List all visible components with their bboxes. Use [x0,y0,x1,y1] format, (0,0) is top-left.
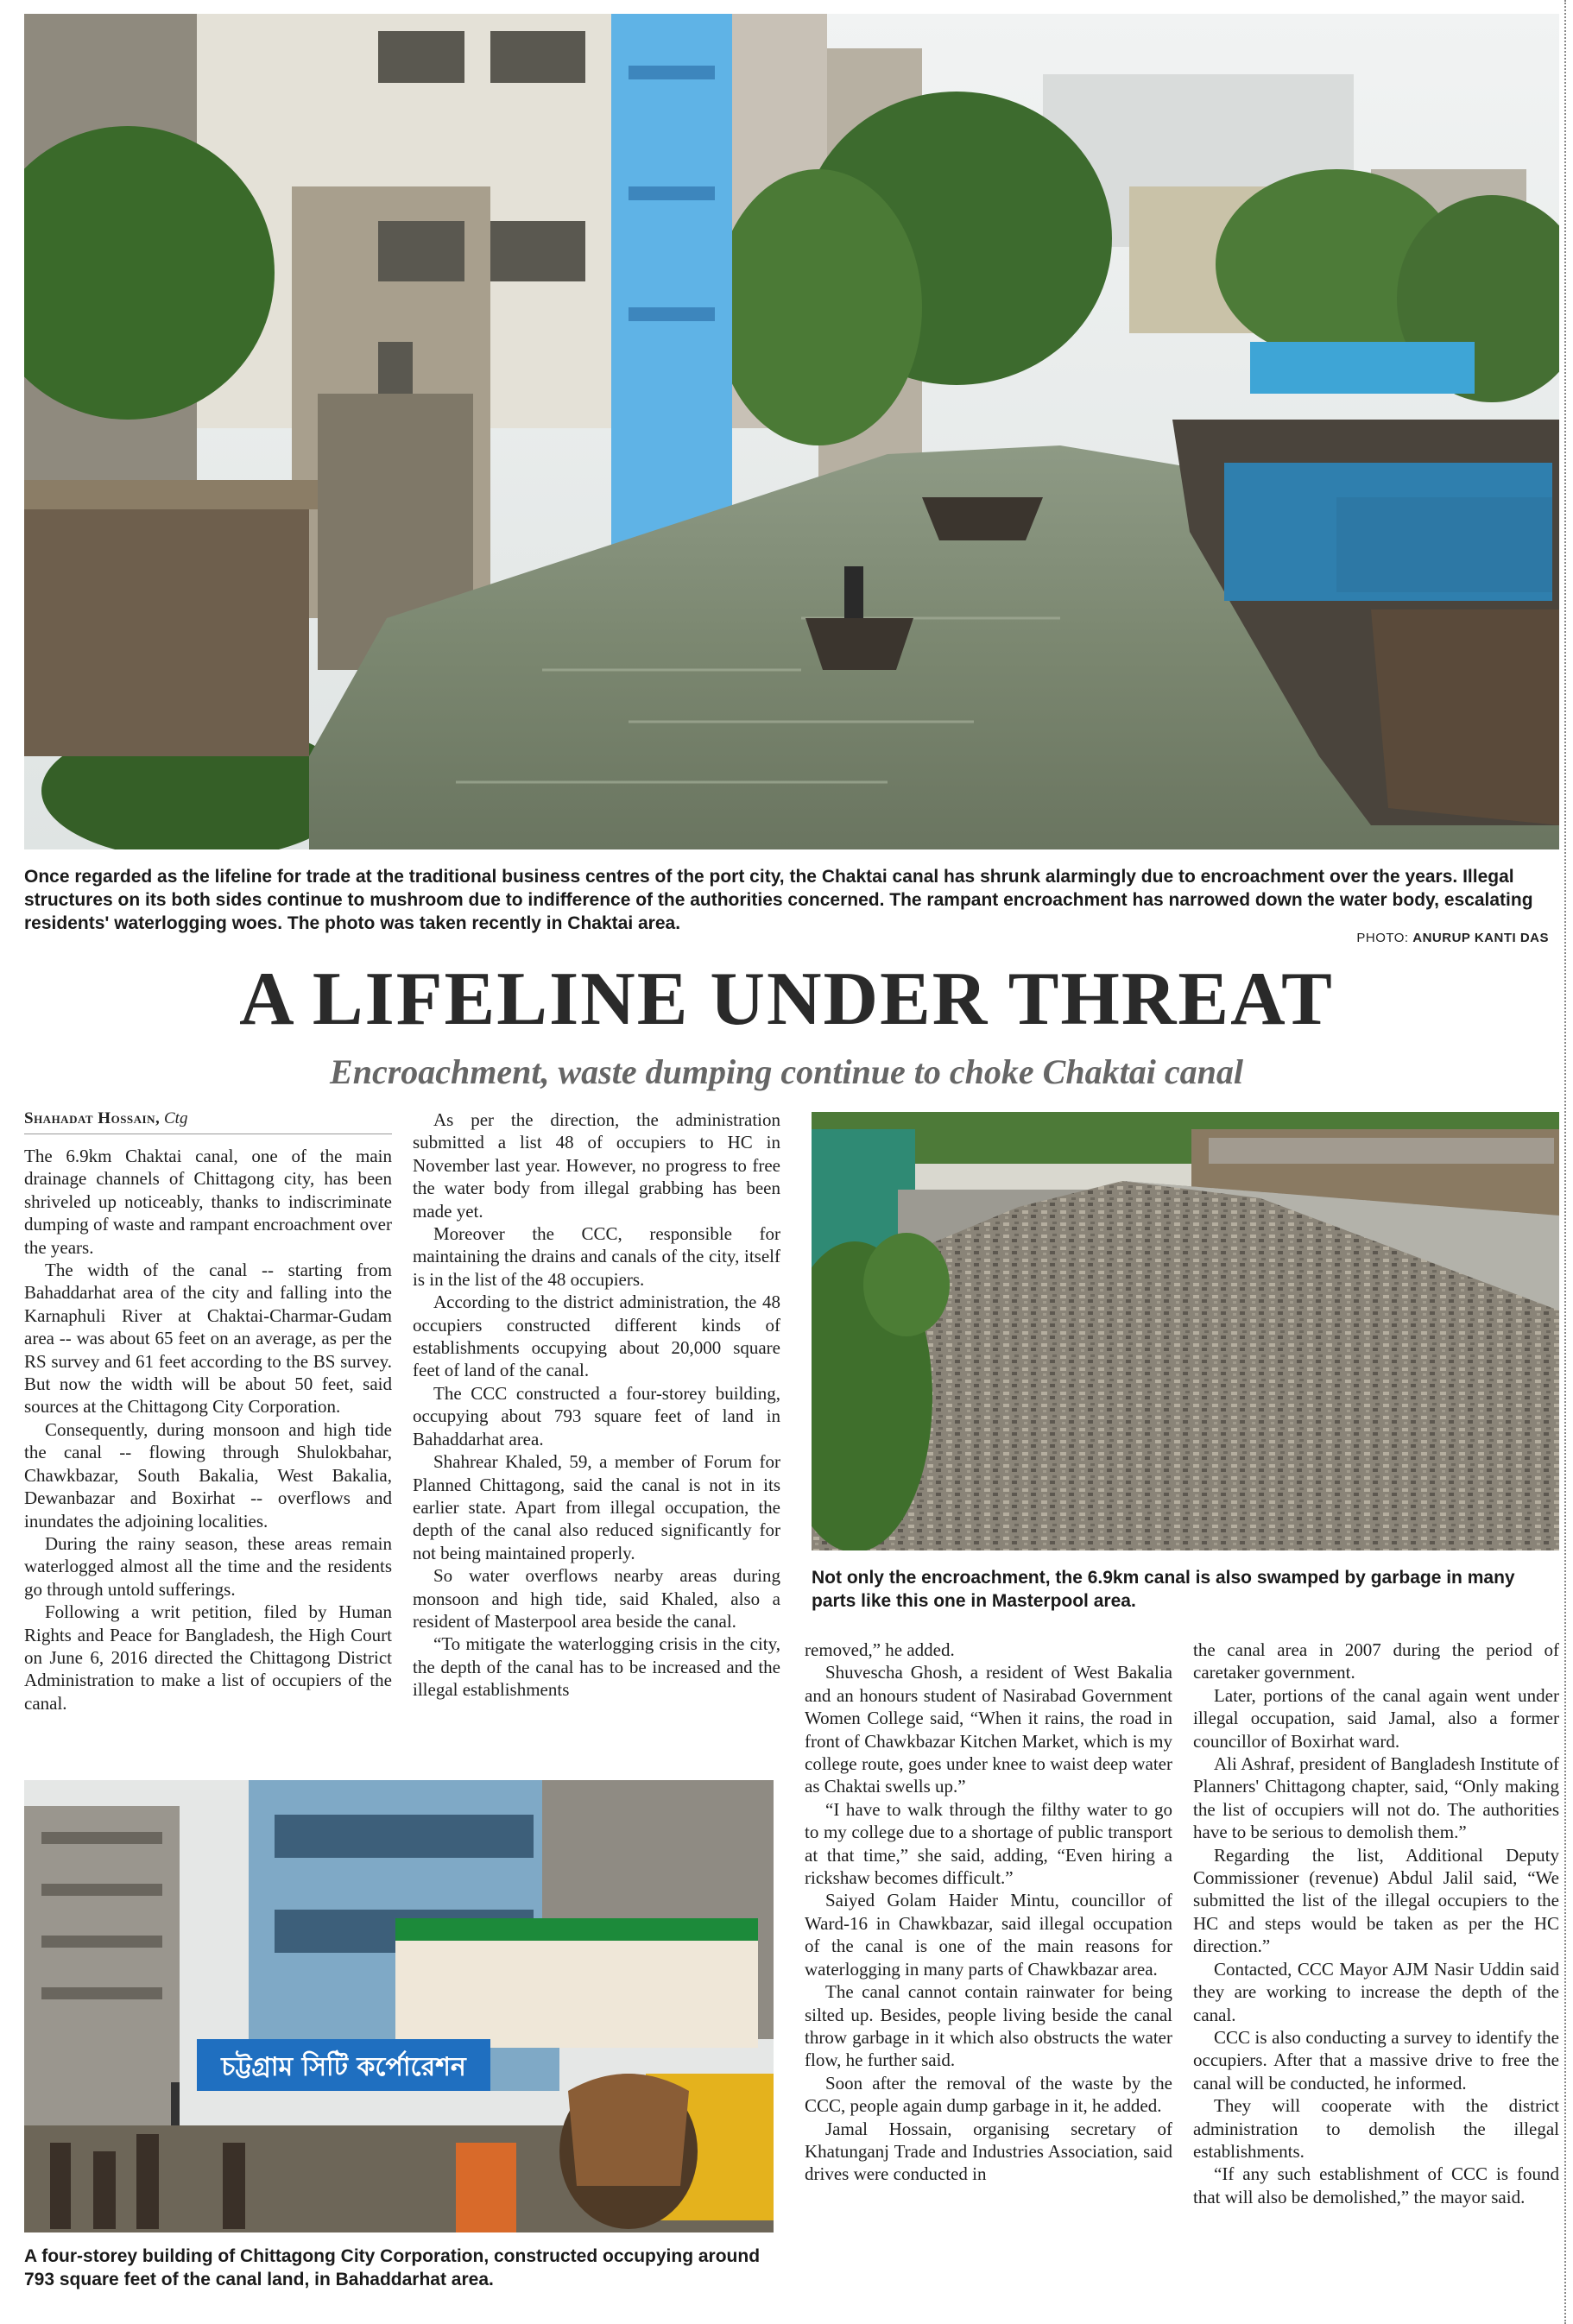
building-photo-caption: A four-storey building of Chittagong City Corporation, constructed occupying around 793 square feet of the canal land, in Bahaddarhat area. [24,2246,761,2289]
paragraph: The width of the canal -- starting from Bahaddarhat area of the city and falling into the Karnaphuli River at Chaktai-Charmar-Gudam area -- was about 65 feet on an average, as per the RS survey and 61 feet according to the BS survey. But now the width will be about 50 feet, said sources at the Chittagong City Corporation. [24,1260,392,1418]
paragraph: Later, portions of the canal again went under illegal occupation, said Jamal, also a former councillor of Boxirhat ward. [1193,1684,1559,1752]
paragraph: Ali Ashraf, president of Bangladesh Institute of Planners' Chittagong chapter, said, “Only making the list of occupiers will not do. The authorities have to be serious to demolish them.” [1193,1753,1559,1843]
paragraph: So water overflows nearby areas during monsoon and high tide, said Khaled, also a resident of Masterpool area beside the canal. [413,1565,780,1632]
paragraph: “I have to walk through the filthy water to go to my college due to a shortage of public transport at that time,” she said, adding, “Even hiring a rickshaw becomes difficult.” [805,1798,1172,1889]
paragraph: Shuvescha Ghosh, a resident of West Bakalia and an honours student of Nasirabad Government Women College said, “When it rains, the road in front of Chawkbazar Kitchen Market, which is my college route, goes under knee to waist deep water as Chaktai swells up.” [805,1662,1172,1797]
paragraph: Contacted, CCC Mayor AJM Nasir Uddin said they are working to increase the depth of the canal. [1193,1958,1559,2025]
byline [24,1109,392,1134]
page-edge-rule [1564,0,1566,2324]
paragraph: The 6.9km Chaktai canal, one of the main drainage channels of Chittagong city, has been shriveled up noticeably, thanks to indiscriminate dumping of waste and rampant encroachment over the years. [24,1146,392,1258]
headline: A LIFELINE UNDER THREAT [239,957,1334,1041]
paragraph: Moreover the CCC, responsible for maintaining the drains and canals of the city, itself is in the list of the 48 occupiers. [413,1223,780,1290]
paragraph: According to the district administration, the 48 occupiers constructed different kinds of establishments occupying about 20,000 square feet of land of the canal. [413,1291,780,1381]
top-photo-caption: Once regarded as the lifeline for trade at the traditional business centres of the port city, the Chaktai canal has shrunk alarmingly due to encroachment over the years. Illegal structures on its both sides continue to mushroom due to indifference of the authorities concerned. The rampant encroachment has narrowed down the water body, escalating residents' waterlogging woes. The photo was taken recently in Chaktai area. [24,867,1533,933]
paragraph: Regarding the list, Additional Deputy Commissioner (revenue) Abdul Jalil said, “We submitted the list of the illegal occupiers to the HC and steps would be taken as per the HC direction.” [1193,1844,1559,1957]
paragraph: Jamal Hossain, organising secretary of Khatunganj Trade and Industries Association, said drives were conducted in [805,2118,1172,2185]
paragraph: Saiyed Golam Haider Mintu, councillor of Ward-16 in Chawkbazar, said illegal occupation of the canal is one of the main reasons for waterlogging in many parts of Chawkbazar area. [805,1890,1172,1980]
photo-credit [1356,931,1549,945]
paragraph: The canal cannot contain rainwater for being silted up. Besides, people living beside the canal throw garbage in it which also obstructs the water flow, he further said. [805,1981,1172,2071]
paragraph: They will cooperate with the district administration to demolish the illegal establishments. [1193,2095,1559,2162]
chaktai-canal-photo [24,14,1559,849]
garbage-photo-caption: Not only the encroachment, the 6.9km canal is also swamped by garbage in many parts like this one in Masterpool area. [812,1568,1515,1611]
paragraph: The CCC constructed a four-storey building, occupying about 793 square feet of land in Bahaddarhat area. [413,1382,780,1449]
ccc-sign-text: চট্টগ্রাম সিটি কর্পোরেশন [221,2052,466,2082]
byline-name: Shahadat Hossain, [24,1109,161,1127]
article-column-3 [805,1639,1172,2186]
garbage-canal-photo [812,1112,1559,1550]
paragraph: “To mitigate the waterlogging crisis in the city, the depth of the canal has to be increased and the illegal establishments [413,1633,780,1701]
article-column-2 [413,1108,780,1702]
deck: Encroachment, waste dumping continue to choke Chaktai canal [330,1052,1243,1091]
paragraph: Consequently, during monsoon and high tide the canal -- flowing through Shulokbahar, Chawkbazar, South Bakalia, West Bakalia, Dewanbazar and Boxirhat -- overflows and inundates the adjoining localities. [24,1418,392,1531]
ccc-building-photo [24,1780,774,2232]
photo-credit-name: ANURUP KANTI DAS [1412,931,1549,945]
paragraph: CCC is also conducting a survey to identify the occupiers. After that a massive drive to free the canal will be conducted, he informed. [1193,2026,1559,2093]
paragraph: Soon after the removal of the waste by the CCC, people again dump garbage in it, he added. [805,2072,1172,2117]
paragraph: “If any such establishment of CCC is found that will also be demolished,” the mayor said. [1193,2163,1559,2207]
paragraph: Following a writ petition, filed by Human Rights and Peace for Bangladesh, the High Court on June 6, 2016 directed the Chittagong District Administration to make a list of occupiers of the canal. [24,1601,392,1714]
photo-credit-label: PHOTO: [1356,931,1409,945]
paragraph: Shahrear Khaled, 59, a member of Forum for Planned Chittagong, said the canal is not in its earlier state. Apart from illegal occupation, the depth of the canal also reduced significantly for not being maintained properly. [413,1451,780,1563]
paragraph: removed,” he added. [805,1639,955,1660]
paragraph: the canal area in 2007 during the period of caretaker government. [1193,1639,1559,1683]
article-column-4 [1193,1639,1559,2208]
article-column-1 [24,1145,392,1715]
byline-location: Ctg [164,1109,188,1127]
paragraph: During the rainy season, these areas remain waterlogged almost all the time and the residents go through untold sufferings. [24,1532,392,1600]
paragraph: As per the direction, the administration submitted a list 48 of occupiers to HC in November last year. However, no progress to free the water body from illegal grabbing has been made yet. [413,1109,780,1222]
